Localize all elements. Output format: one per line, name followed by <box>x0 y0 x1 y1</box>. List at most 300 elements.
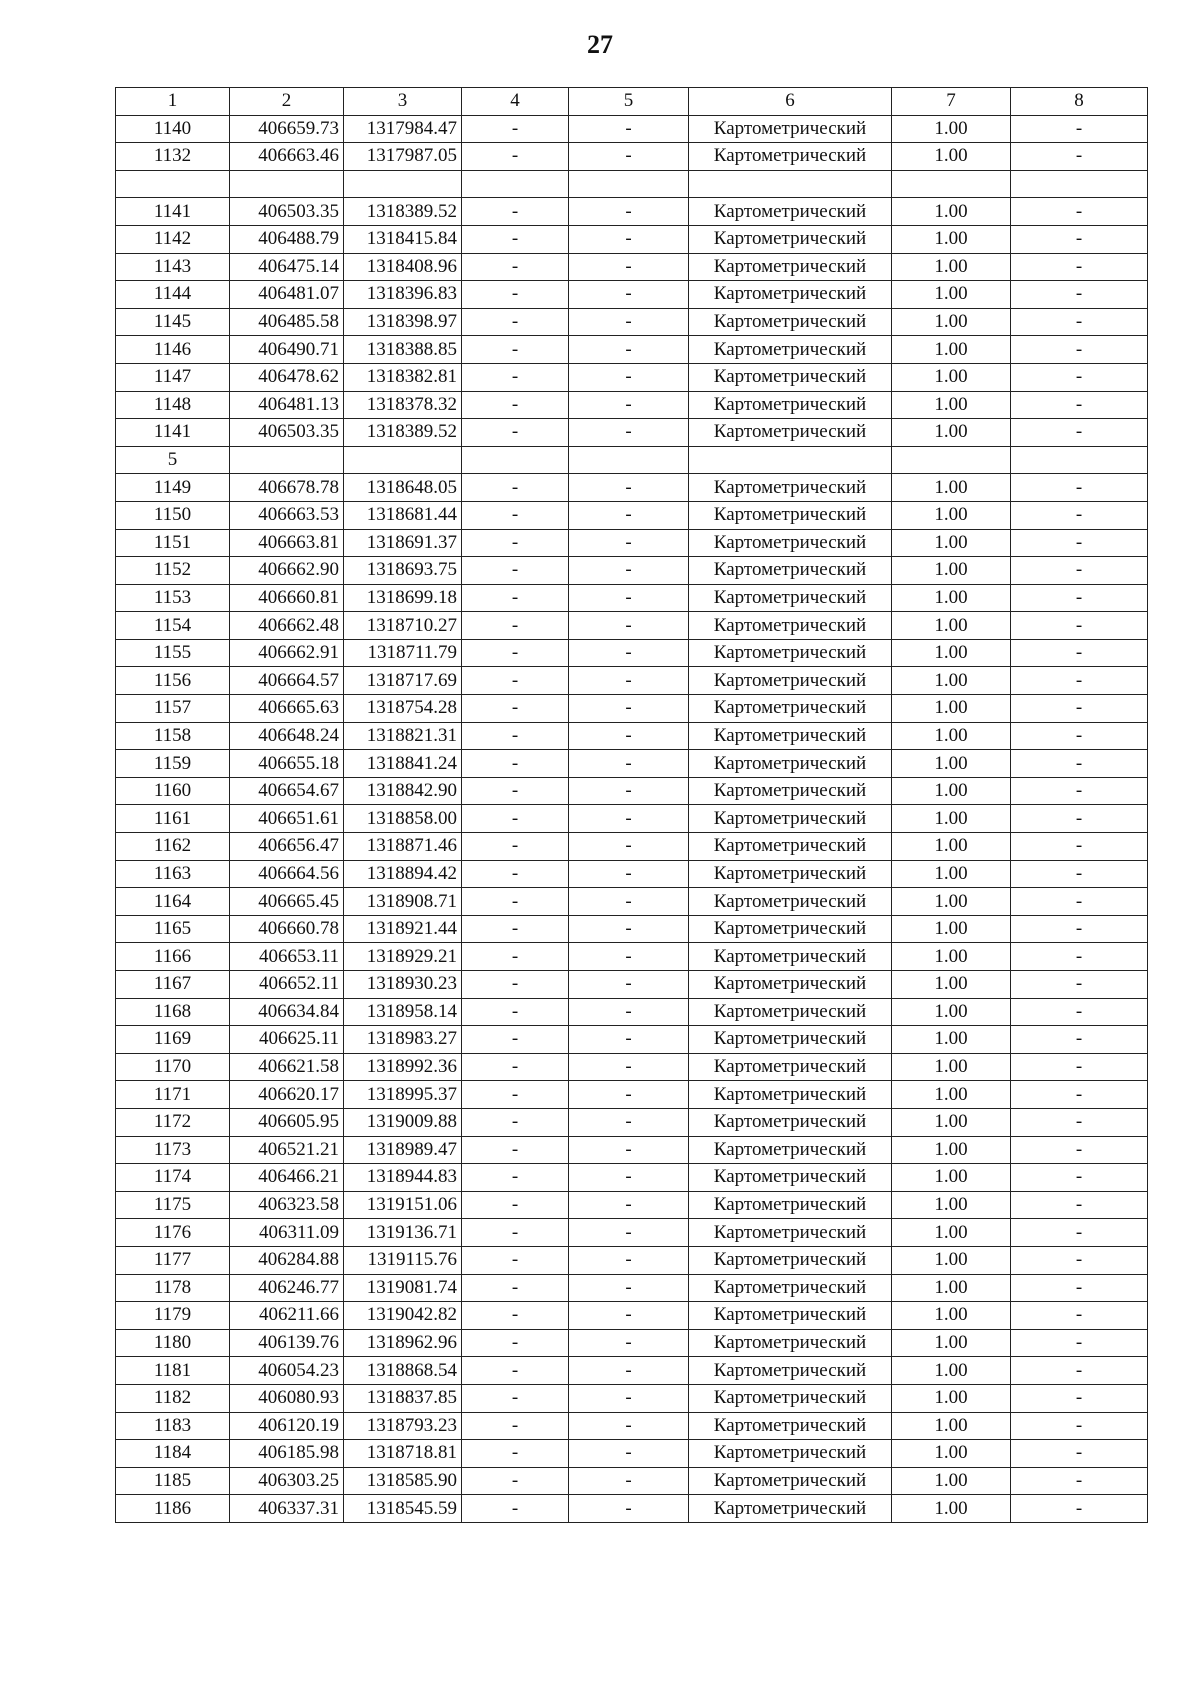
table-cell: 1179 <box>116 1302 230 1330</box>
table-cell: 1318699.18 <box>344 584 462 612</box>
table-cell: 1153 <box>116 584 230 612</box>
table-cell: Картометрический <box>689 1164 892 1192</box>
table-row <box>116 998 1148 1026</box>
table-cell: - <box>462 474 569 502</box>
table-cell: 406654.67 <box>230 777 344 805</box>
table-cell: - <box>462 391 569 419</box>
table-cell: 1318929.21 <box>344 943 462 971</box>
table-cell: 1149 <box>116 474 230 502</box>
table-cell: Картометрический <box>689 1329 892 1357</box>
table-row <box>116 750 1148 778</box>
table-cell: Картометрический <box>689 805 892 833</box>
table-cell: - <box>1011 1136 1148 1164</box>
table-cell: - <box>462 419 569 447</box>
table-cell: - <box>462 777 569 805</box>
table-cell <box>1011 170 1148 198</box>
table-cell: 406660.81 <box>230 584 344 612</box>
header-row <box>116 88 1148 116</box>
table-cell: - <box>1011 695 1148 723</box>
table-cell: - <box>462 998 569 1026</box>
table-cell: - <box>1011 391 1148 419</box>
table-cell: 1145 <box>116 308 230 336</box>
table-cell: Картометрический <box>689 308 892 336</box>
table-cell: 1318396.83 <box>344 281 462 309</box>
table-cell: 1.00 <box>892 1495 1011 1523</box>
table-cell: 1.00 <box>892 584 1011 612</box>
table-cell: - <box>462 971 569 999</box>
table-cell: 1140 <box>116 115 230 143</box>
table-row <box>116 1219 1148 1247</box>
table-cell: 1319151.06 <box>344 1191 462 1219</box>
table-row <box>116 805 1148 833</box>
table-cell: 1318842.90 <box>344 777 462 805</box>
table-cell: 1.00 <box>892 363 1011 391</box>
table-cell: - <box>462 915 569 943</box>
table-cell: 406625.11 <box>230 1026 344 1054</box>
table-cell: 1152 <box>116 557 230 585</box>
table-row <box>116 915 1148 943</box>
table-row <box>116 446 1148 474</box>
table-cell: 1146 <box>116 336 230 364</box>
table-cell: 406663.53 <box>230 501 344 529</box>
table-cell: - <box>1011 750 1148 778</box>
table-cell: 1318962.96 <box>344 1329 462 1357</box>
table-row <box>116 363 1148 391</box>
table-cell: 1169 <box>116 1026 230 1054</box>
table-cell: - <box>1011 722 1148 750</box>
table-cell: Картометрический <box>689 281 892 309</box>
table-cell <box>344 170 462 198</box>
table-cell: 1.00 <box>892 474 1011 502</box>
column-header: 7 <box>892 88 1011 116</box>
table-cell: 1318841.24 <box>344 750 462 778</box>
table-cell: 1.00 <box>892 1246 1011 1274</box>
table-cell: 1.00 <box>892 639 1011 667</box>
table-cell: 1172 <box>116 1108 230 1136</box>
table-cell: 1318894.42 <box>344 860 462 888</box>
table-cell: 1.00 <box>892 143 1011 171</box>
table-cell: 1319136.71 <box>344 1219 462 1247</box>
table-cell: 406664.56 <box>230 860 344 888</box>
table-cell: 406662.91 <box>230 639 344 667</box>
table-cell: Картометрический <box>689 143 892 171</box>
table-cell: Картометрический <box>689 1274 892 1302</box>
table-cell: - <box>1011 1026 1148 1054</box>
table-cell: - <box>462 1302 569 1330</box>
table-cell: 406211.66 <box>230 1302 344 1330</box>
table-cell: - <box>569 1329 689 1357</box>
column-header: 4 <box>462 88 569 116</box>
table-cell: 406488.79 <box>230 225 344 253</box>
table-cell: - <box>1011 529 1148 557</box>
table-cell: 1.00 <box>892 971 1011 999</box>
table-cell: 1178 <box>116 1274 230 1302</box>
table-cell: 1319115.76 <box>344 1246 462 1274</box>
table-cell: 406665.63 <box>230 695 344 723</box>
table-cell: 1319009.88 <box>344 1108 462 1136</box>
table-cell: - <box>1011 308 1148 336</box>
table-row <box>116 1191 1148 1219</box>
table-cell: - <box>462 529 569 557</box>
table-cell: - <box>569 1026 689 1054</box>
table-cell: 406284.88 <box>230 1246 344 1274</box>
table-cell: 1.00 <box>892 1191 1011 1219</box>
table-cell <box>892 446 1011 474</box>
table-cell: 1.00 <box>892 1026 1011 1054</box>
table-cell: 1.00 <box>892 667 1011 695</box>
table-cell: - <box>1011 1440 1148 1468</box>
table-cell: - <box>1011 1219 1148 1247</box>
table-cell: 1166 <box>116 943 230 971</box>
table-cell: - <box>1011 777 1148 805</box>
table-cell: - <box>1011 1384 1148 1412</box>
table-cell: Картометрический <box>689 1219 892 1247</box>
table-cell: - <box>462 281 569 309</box>
table-cell: Картометрический <box>689 1053 892 1081</box>
table-cell: 406665.45 <box>230 888 344 916</box>
table-cell: - <box>569 336 689 364</box>
table-cell: - <box>569 419 689 447</box>
table-cell: 1.00 <box>892 557 1011 585</box>
table-cell: Картометрический <box>689 391 892 419</box>
table-cell: - <box>1011 915 1148 943</box>
table-cell: 1161 <box>116 805 230 833</box>
table-cell: 1167 <box>116 971 230 999</box>
table-cell: 1.00 <box>892 253 1011 281</box>
table-cell: - <box>1011 143 1148 171</box>
table-cell: - <box>569 915 689 943</box>
table-cell: 406648.24 <box>230 722 344 750</box>
table-cell: Картометрический <box>689 198 892 226</box>
table-row <box>116 1384 1148 1412</box>
table-cell: 1318821.31 <box>344 722 462 750</box>
table-cell: Картометрический <box>689 943 892 971</box>
table-cell: - <box>1011 1053 1148 1081</box>
column-header: 6 <box>689 88 892 116</box>
table-cell: - <box>462 722 569 750</box>
column-header: 3 <box>344 88 462 116</box>
table-cell: - <box>1011 998 1148 1026</box>
table-cell: - <box>569 805 689 833</box>
table-cell: 1318693.75 <box>344 557 462 585</box>
table-cell: 1.00 <box>892 1164 1011 1192</box>
table-cell: - <box>462 198 569 226</box>
table-row <box>116 501 1148 529</box>
table-cell: 406054.23 <box>230 1357 344 1385</box>
table-cell: 1141 <box>116 198 230 226</box>
table-row <box>116 833 1148 861</box>
table-cell: 406656.47 <box>230 833 344 861</box>
table-cell: 1141 <box>116 419 230 447</box>
table-cell: 1144 <box>116 281 230 309</box>
table-cell: - <box>569 1219 689 1247</box>
table-row <box>116 170 1148 198</box>
table-cell: 406481.07 <box>230 281 344 309</box>
table-cell: - <box>462 1026 569 1054</box>
table-cell: - <box>1011 419 1148 447</box>
table-cell: Картометрический <box>689 501 892 529</box>
table-cell: - <box>569 777 689 805</box>
table-row <box>116 1053 1148 1081</box>
table-cell: Картометрический <box>689 971 892 999</box>
coordinates-table <box>115 87 1148 1523</box>
table-cell: 1177 <box>116 1246 230 1274</box>
table-cell <box>462 446 569 474</box>
table-row <box>116 971 1148 999</box>
table-cell <box>569 446 689 474</box>
table-cell: 406080.93 <box>230 1384 344 1412</box>
table-cell: 1147 <box>116 363 230 391</box>
table-cell: 1.00 <box>892 336 1011 364</box>
table-cell: - <box>1011 1467 1148 1495</box>
table-cell: - <box>569 888 689 916</box>
table-cell: - <box>569 501 689 529</box>
table-cell: 406311.09 <box>230 1219 344 1247</box>
table-cell: - <box>462 1329 569 1357</box>
table-cell: - <box>1011 860 1148 888</box>
table-row <box>116 281 1148 309</box>
table-cell: 1.00 <box>892 1440 1011 1468</box>
table-row <box>116 1026 1148 1054</box>
table-cell: 1.00 <box>892 1302 1011 1330</box>
table-row <box>116 584 1148 612</box>
table-cell: 1318389.52 <box>344 419 462 447</box>
table-cell: 1.00 <box>892 225 1011 253</box>
table-row <box>116 1302 1148 1330</box>
table-cell: - <box>462 639 569 667</box>
table-cell: - <box>1011 1274 1148 1302</box>
table-cell: 406605.95 <box>230 1108 344 1136</box>
table-cell: 1.00 <box>892 1108 1011 1136</box>
table-cell: - <box>569 860 689 888</box>
table-cell: - <box>569 143 689 171</box>
table-cell: 1162 <box>116 833 230 861</box>
table-cell: Картометрический <box>689 557 892 585</box>
table-cell: - <box>462 584 569 612</box>
table-cell: - <box>1011 833 1148 861</box>
table-cell: 1318408.96 <box>344 253 462 281</box>
table-cell: 1.00 <box>892 501 1011 529</box>
table-cell: - <box>569 584 689 612</box>
table-cell <box>230 170 344 198</box>
table-cell: - <box>569 308 689 336</box>
table-cell: 1132 <box>116 143 230 171</box>
table-cell: 406678.78 <box>230 474 344 502</box>
table-row <box>116 253 1148 281</box>
table-cell: 1.00 <box>892 1274 1011 1302</box>
table-cell: - <box>1011 1302 1148 1330</box>
table-row <box>116 474 1148 502</box>
table-cell: 1.00 <box>892 308 1011 336</box>
table-row <box>116 198 1148 226</box>
table-row <box>116 557 1148 585</box>
table-cell: 1.00 <box>892 943 1011 971</box>
table-cell: - <box>462 1246 569 1274</box>
table-cell: Картометрический <box>689 1081 892 1109</box>
table-cell: - <box>462 308 569 336</box>
table-cell: - <box>569 198 689 226</box>
table-cell: 1.00 <box>892 915 1011 943</box>
table-cell: 1318382.81 <box>344 363 462 391</box>
table-cell: 1318868.54 <box>344 1357 462 1385</box>
column-header: 2 <box>230 88 344 116</box>
table-cell: 1171 <box>116 1081 230 1109</box>
table-cell: 1184 <box>116 1440 230 1468</box>
table-cell: 406634.84 <box>230 998 344 1026</box>
table-cell: 1318389.52 <box>344 198 462 226</box>
table-cell: Картометрический <box>689 639 892 667</box>
table-cell: 1.00 <box>892 1219 1011 1247</box>
table-cell: 1.00 <box>892 1412 1011 1440</box>
table-cell: - <box>569 1053 689 1081</box>
table-row <box>116 860 1148 888</box>
table-row <box>116 1357 1148 1385</box>
table-cell: - <box>462 1495 569 1523</box>
table-cell: - <box>462 695 569 723</box>
table-cell: 1.00 <box>892 1357 1011 1385</box>
table-cell: 1154 <box>116 612 230 640</box>
table-cell: Картометрический <box>689 998 892 1026</box>
table-row <box>116 1164 1148 1192</box>
table-cell: - <box>462 1191 569 1219</box>
table-cell: - <box>462 1164 569 1192</box>
table-cell: - <box>569 639 689 667</box>
table-cell: - <box>462 1274 569 1302</box>
table-cell: 1183 <box>116 1412 230 1440</box>
table-cell: 1317987.05 <box>344 143 462 171</box>
table-cell: Картометрический <box>689 1384 892 1412</box>
table-cell: Картометрический <box>689 1191 892 1219</box>
table-cell: 1182 <box>116 1384 230 1412</box>
table-row <box>116 336 1148 364</box>
table-row <box>116 695 1148 723</box>
table-cell: - <box>569 1274 689 1302</box>
table-cell: Картометрический <box>689 1495 892 1523</box>
table-cell: 1.00 <box>892 860 1011 888</box>
table-cell: 406490.71 <box>230 336 344 364</box>
table-row <box>116 722 1148 750</box>
table-cell: 1318858.00 <box>344 805 462 833</box>
table-cell: - <box>1011 1081 1148 1109</box>
table-cell: - <box>569 1495 689 1523</box>
table-cell: 1142 <box>116 225 230 253</box>
table-cell: 1.00 <box>892 1053 1011 1081</box>
table-cell: 406303.25 <box>230 1467 344 1495</box>
table-cell: - <box>569 750 689 778</box>
table-cell: 1318944.83 <box>344 1164 462 1192</box>
table-cell <box>569 170 689 198</box>
table-cell: 1.00 <box>892 750 1011 778</box>
table-cell: 1175 <box>116 1191 230 1219</box>
table-cell: - <box>462 888 569 916</box>
table-row <box>116 143 1148 171</box>
table-cell: 1319042.82 <box>344 1302 462 1330</box>
table-cell: - <box>1011 1108 1148 1136</box>
table-cell: 1318754.28 <box>344 695 462 723</box>
table-cell: Картометрический <box>689 1108 892 1136</box>
table-cell: 1.00 <box>892 695 1011 723</box>
table-cell: - <box>569 1357 689 1385</box>
table-cell: - <box>1011 198 1148 226</box>
table-cell: - <box>1011 1357 1148 1385</box>
table-cell: 1163 <box>116 860 230 888</box>
table-cell: - <box>1011 888 1148 916</box>
table-cell: - <box>462 860 569 888</box>
table-cell: - <box>1011 1412 1148 1440</box>
table-cell: - <box>569 1164 689 1192</box>
table-row <box>116 419 1148 447</box>
table-cell: - <box>569 225 689 253</box>
table-row <box>116 308 1148 336</box>
table-cell: 1318717.69 <box>344 667 462 695</box>
table-cell: - <box>462 1219 569 1247</box>
table-cell: 406653.11 <box>230 943 344 971</box>
table-cell: - <box>569 1108 689 1136</box>
table-row <box>116 777 1148 805</box>
table-row <box>116 115 1148 143</box>
table-cell: 1143 <box>116 253 230 281</box>
table-cell: 1.00 <box>892 419 1011 447</box>
table-cell: - <box>1011 336 1148 364</box>
table-cell: 1.00 <box>892 833 1011 861</box>
table-cell: 1.00 <box>892 805 1011 833</box>
table-cell: - <box>569 1081 689 1109</box>
table-cell: 1318995.37 <box>344 1081 462 1109</box>
table-row <box>116 1329 1148 1357</box>
table-cell: - <box>462 1053 569 1081</box>
table-cell: Картометрический <box>689 225 892 253</box>
table-cell: 1318992.36 <box>344 1053 462 1081</box>
table-cell: 1176 <box>116 1219 230 1247</box>
table-cell: - <box>1011 501 1148 529</box>
table-cell: - <box>1011 225 1148 253</box>
table-cell: 1.00 <box>892 1467 1011 1495</box>
table-cell <box>230 446 344 474</box>
table-cell: 406185.98 <box>230 1440 344 1468</box>
table-cell: - <box>462 1136 569 1164</box>
table-row <box>116 1467 1148 1495</box>
table-cell: 1.00 <box>892 281 1011 309</box>
table-cell: 406621.58 <box>230 1053 344 1081</box>
column-header: 8 <box>1011 88 1148 116</box>
table-cell: - <box>462 501 569 529</box>
table-cell: 406662.90 <box>230 557 344 585</box>
table-cell: - <box>1011 115 1148 143</box>
table-cell: Картометрический <box>689 722 892 750</box>
table-cell: 1.00 <box>892 888 1011 916</box>
table-cell: Картометрический <box>689 777 892 805</box>
table-cell: - <box>462 1440 569 1468</box>
table-cell: - <box>462 750 569 778</box>
table-cell: 406466.21 <box>230 1164 344 1192</box>
table-cell: - <box>462 225 569 253</box>
table-cell: 1155 <box>116 639 230 667</box>
table-cell: Картометрический <box>689 667 892 695</box>
table-cell: - <box>569 474 689 502</box>
table-cell: - <box>569 998 689 1026</box>
table-cell: 406655.18 <box>230 750 344 778</box>
table-cell: 406337.31 <box>230 1495 344 1523</box>
table-cell: 406521.21 <box>230 1136 344 1164</box>
table-row <box>116 888 1148 916</box>
table-cell: - <box>1011 584 1148 612</box>
table-cell: Картометрический <box>689 419 892 447</box>
table-cell: 1.00 <box>892 198 1011 226</box>
table-cell: 1170 <box>116 1053 230 1081</box>
table-cell: - <box>1011 557 1148 585</box>
table-cell: - <box>569 1246 689 1274</box>
table-cell: 1160 <box>116 777 230 805</box>
